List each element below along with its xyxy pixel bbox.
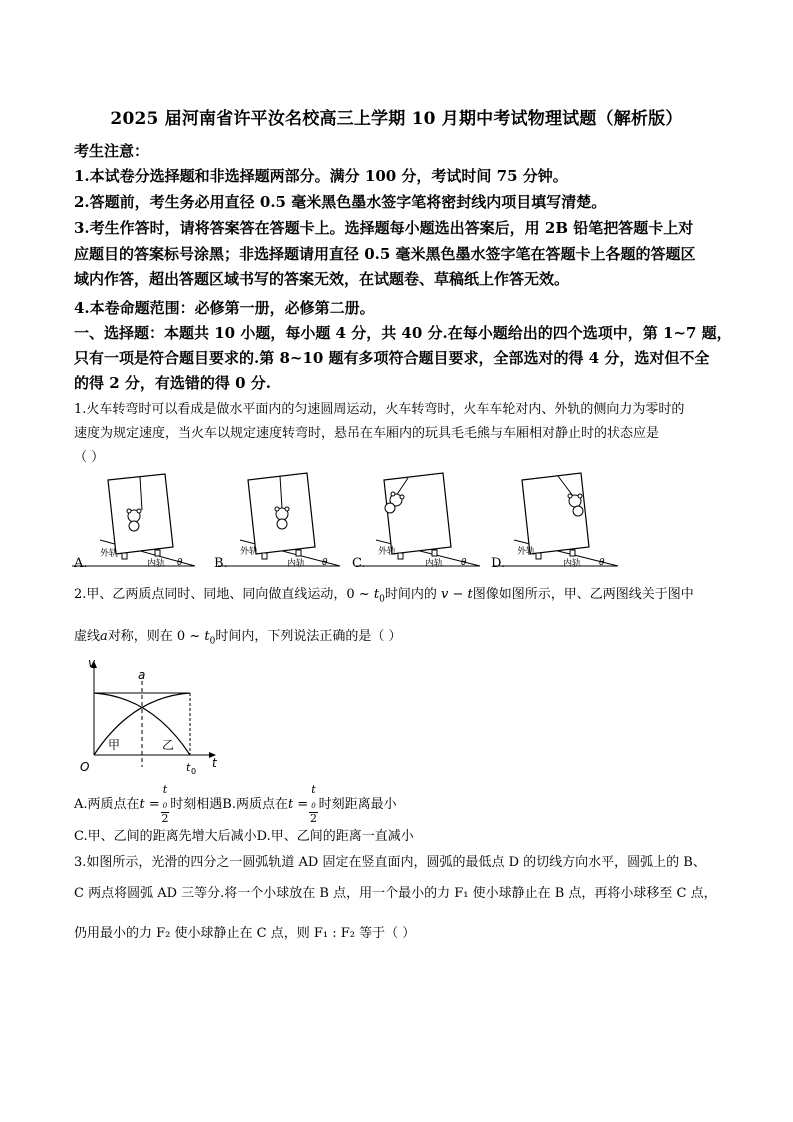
section1-line-3: 的得 2 分，有选错的得 0 分.	[74, 374, 271, 392]
q2-graph-origin: O	[80, 760, 90, 774]
q2-options-ab	[74, 784, 397, 825]
q1-b-angle: θ	[322, 558, 328, 568]
q1-b-inner-rail: 内轨	[287, 559, 306, 569]
q2-graph-jia: 甲	[108, 738, 121, 752]
q1-line-1: 1.火车转弯时可以看成是做水平面内的匀速圆周运动，火车转弯时，火车车轮对内、外轨的侧向力为零时的	[74, 402, 685, 417]
q1-a-outer-rail: 外轨	[100, 549, 119, 559]
notice-item-3: 3.考生作答时，请将答案答在答题卡上。选择题每小题选出答案后，用 2B 铅笔把答题卡上对	[74, 219, 694, 237]
q2-options-cd	[74, 825, 414, 844]
notice-heading: 考生注意：	[74, 142, 150, 160]
notice-item-3-cont: 应题目的答案标号涂黑；非选择题请用直径 0.5 毫米黑色墨水签字笔在答题卡上各题的答题区	[74, 245, 696, 263]
q3-line-3: 仍用最小的力 F₂ 使小球静止在 C 点，则 F₁ : F₂ 等于（ ）	[74, 926, 416, 941]
q2-graph-yi: 乙	[162, 738, 175, 752]
notice-item-2: 2.答题前，考生务必用直径 0.5 毫米黑色墨水签字笔将密封线内项目填写清楚。	[74, 193, 607, 211]
notice-item-4: 4.本卷命题范围：必修第一册，必修第二册。	[74, 299, 375, 317]
q3-line-1: 3.如图所示，光滑的四分之一圆弧轨道 AD 固定在竖直面内，圆弧的最低点 D 的切线方向水平，圆弧上的 B、	[74, 855, 706, 870]
q1-c-outer-rail: 外轨	[378, 547, 397, 557]
q2-graph-t0: t	[186, 761, 191, 774]
q1-d-angle: θ	[599, 558, 605, 568]
q2-option-a: A.两质点在t = t $_0$ 2 时刻相遇	[74, 783, 223, 826]
q2-line-1: 2.甲、乙两质点同时、同地、同向做直线运动，0 ~ $t_0$时间内的 v − t图像如图所示，甲、乙两图线关于图中	[74, 587, 694, 605]
section1-line-1: 一、选择题：本题共 10 小题，每小题 4 分，共 40 分.在每小题给出的四个选项中，第 1~7 题，	[74, 324, 732, 342]
q1-a-inner-rail: 内轨	[147, 559, 166, 569]
q1-option-c: C.	[352, 556, 366, 571]
section1-line-2: 只有一项是符合题目要求的.第 8~10 题有多项符合题目要求，全部选对的得 4 分，选对但不全	[74, 349, 710, 367]
q1-option-b: B.	[214, 556, 228, 571]
page-title: 2025 届河南省许平汝名校高三上学期 10 月期中考试物理试题（解析版）	[110, 109, 683, 129]
q2-vt-graph	[72, 655, 232, 780]
q1-figure-a	[72, 474, 195, 569]
q2-graph-t0-sub: 0	[191, 767, 197, 776]
q2-option-d: D.甲、乙间的距离一直减小	[256, 829, 414, 844]
q1-figure-d	[494, 473, 618, 569]
q2-frac-a: t $_0$ 2	[161, 783, 169, 826]
q1-line-3: （ ）	[74, 450, 105, 465]
q2-graph-v-label: v	[88, 656, 96, 670]
q1-figure-c	[356, 473, 480, 569]
notice-item-1: 1.本试卷分选择题和非选择题两部分。满分 100 分，考试时间 75 分钟。	[74, 167, 568, 185]
q2-graph-a-label: a	[138, 668, 146, 682]
q1-c-inner-rail: 内轨	[425, 559, 444, 569]
q1-figure-b	[218, 473, 340, 569]
q1-a-angle: θ	[177, 558, 183, 568]
q1-figures	[70, 470, 730, 575]
q2-line-2: 虚线a对称，则在 0 ~ $t_0$时间内，下列说法正确的是（ ）	[74, 629, 402, 647]
q1-d-outer-rail: 外轨	[517, 547, 536, 557]
q1-line-2: 速度为规定速度，当火车以规定速度转弯时，悬吊在车厢内的玩具毛毛熊与车厢相对静止时的状态应是	[74, 426, 660, 441]
q1-c-angle: θ	[461, 558, 467, 568]
notice-item-3-cont2: 域内作答，超出答题区域书写的答案无效，在试题卷、草稿纸上作答无效。	[74, 270, 570, 288]
q2-option-c: C.甲、乙间的距离先增大后减小	[74, 829, 257, 844]
q2-option-b: B.两质点在t = t $_0$ 2 时刻距离最小	[222, 783, 397, 826]
q2-frac-b: t $_0$ 2	[309, 783, 317, 826]
q1-option-a: A.	[74, 556, 88, 571]
q2-graph-t-label: t	[212, 756, 217, 770]
q3-line-2: C 两点将圆弧 AD 三等分.将一个小球放在 B 点，用一个最小的力 F₁ 使小球静止在 B 点，再将小球移至 C 点，	[74, 886, 717, 901]
q1-d-inner-rail: 内轨	[563, 559, 582, 569]
q1-option-d: D.	[491, 556, 506, 571]
q1-b-outer-rail: 外轨	[240, 547, 259, 557]
